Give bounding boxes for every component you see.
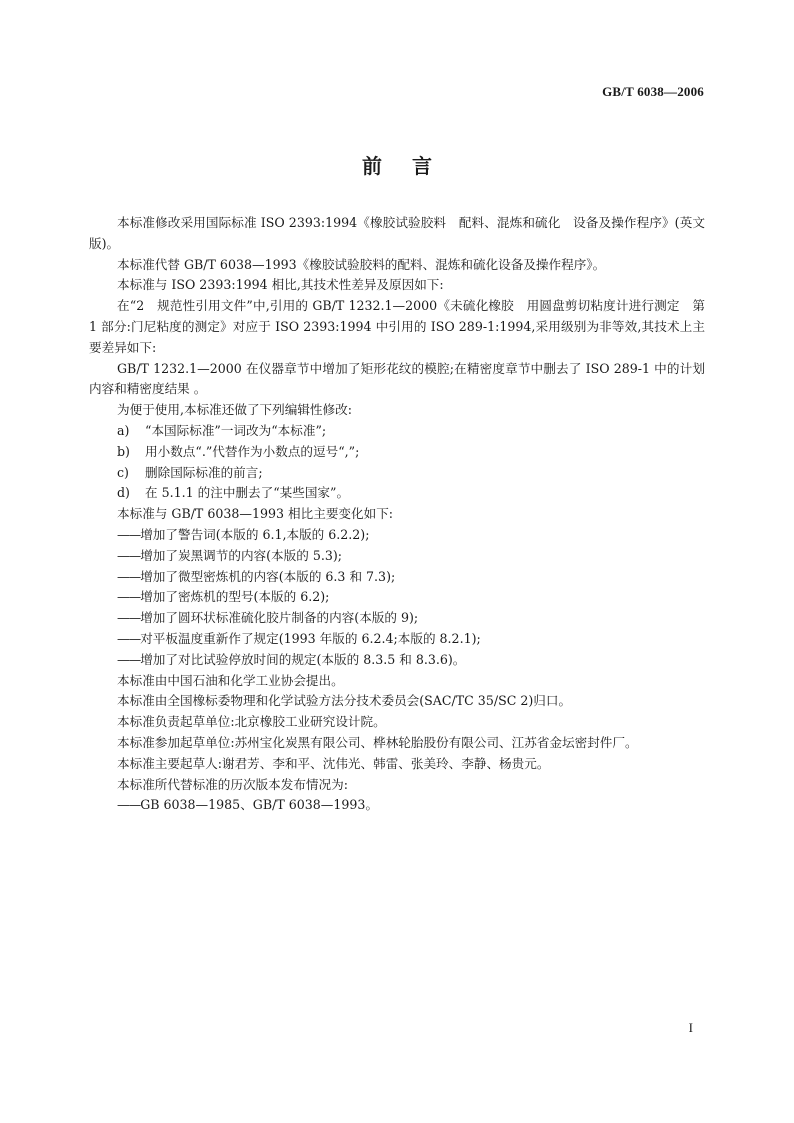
dash-marker: —— (117, 589, 141, 605)
dash-marker: —— (117, 547, 141, 563)
dash-marker: —— (117, 651, 141, 667)
list-item (89, 483, 705, 504)
page-number: I (688, 1020, 693, 1035)
foreword-body (89, 213, 705, 816)
list-item-label: a) (117, 422, 130, 438)
dash-marker: —— (117, 630, 141, 646)
paragraph-normative-references: 在“2 规范性引用文件”中,引用的 GB/T 1232.1—2000《未硫化橡胶 用圆盘剪切粘度计进行测定 第 1 部分:门尼粘度的测定》对应于 ISO 2393:1994 中引用的 ISO 289-1:1994,采用级别为非等效,其技术上主要差异如下: (89, 298, 705, 355)
change-item (89, 546, 705, 567)
change-item-text: 对平板温度重新作了规定(1993 年版的 6.2.4;本版的 8.2.1); (140, 630, 481, 646)
list-item-text: 用小数点“.”代替作为小数点的逗号“,”; (145, 443, 360, 459)
list-item (89, 463, 705, 484)
list-item-label: b) (117, 443, 130, 459)
history-item (89, 795, 705, 816)
paragraph-replacement: 本标准代替 GB/T 6038—1993《橡胶试验胶料的配料、混炼和硫化设备及操作程序》。 (117, 256, 606, 272)
change-item-text: 增加了密炼机的型号(本版的 6.2); (140, 589, 330, 605)
paragraph-drafting-unit: 本标准负责起草单位:北京橡胶工业研究设计院。 (117, 714, 386, 730)
page-title: 前言 (362, 154, 462, 178)
paragraph-history-intro: 本标准所代替标准的历次版本发布情况为: (117, 776, 348, 792)
paragraph-differences-intro: 本标准与 ISO 2393:1994 相比,其技术性差异及原因如下: (117, 277, 444, 293)
change-item (89, 629, 705, 650)
dash-marker: —— (117, 526, 141, 542)
paragraph-participating-units: 本标准参加起草单位:苏州宝化炭黑有限公司、桦林轮胎股份有限公司、江苏省金坛密封件厂。 (117, 734, 638, 750)
change-item-text: 增加了炭黑调节的内容(本版的 5.3); (140, 547, 343, 563)
change-item (89, 650, 705, 671)
history-item-text: GB 6038—1985、GB/T 6038—1993。 (140, 797, 379, 813)
standard-code: GB/T 6038—2006 (602, 84, 704, 99)
list-item (89, 442, 705, 463)
paragraph-adoption: 本标准修改采用国际标准 ISO 2393:1994《橡胶试验胶料 配料、混炼和硫化 设备及操作程序》(英文版)。 (89, 215, 705, 251)
dash-marker: —— (117, 797, 141, 813)
change-item-text: 增加了微型密炼机的内容(本版的 6.3 和 7.3); (140, 568, 396, 584)
change-item (89, 567, 705, 588)
list-item-label: c) (117, 464, 129, 480)
change-item-text: 增加了警告词(本版的 6.1,本版的 6.2.2); (140, 526, 370, 542)
change-item-text: 增加了圆环状标准硫化胶片制备的内容(本版的 9); (140, 610, 419, 626)
change-item (89, 608, 705, 629)
change-item (89, 525, 705, 546)
list-item-text: “本国际标准”一词改为“本标准”; (145, 422, 327, 438)
paragraph-changes-intro: 本标准与 GB/T 6038—1993 相比主要变化如下: (117, 506, 394, 522)
list-item-label: d) (117, 485, 130, 501)
dash-marker: —— (117, 568, 141, 584)
list-item (89, 421, 705, 442)
paragraph-drafters: 本标准主要起草人:谢君芳、李和平、沈伟光、韩雷、张美玲、李静、杨贵元。 (117, 755, 550, 771)
paragraph-gbt1232-differences: GB/T 1232.1—2000 在仪器章节中增加了矩形花纹的模腔;在精密度章节中删去了 ISO 289-1 中的计划内容和精密度结果 。 (89, 360, 705, 397)
change-item-text: 增加了对比试验停放时间的规定(本版的 8.3.5 和 8.3.6)。 (140, 651, 466, 667)
dash-marker: —— (117, 610, 141, 626)
list-item-text: 在 5.1.1 的注中删去了“某些国家”。 (145, 485, 350, 501)
paragraph-centralized-by: 本标准由全国橡标委物理和化学试验方法分技术委员会(SAC/TC 35/SC 2)归口。 (117, 693, 572, 709)
paragraph-proposed-by: 本标准由中国石油和化学工业协会提出。 (117, 672, 344, 688)
paragraph-editorial-intro: 为便于使用,本标准还做了下列编辑性修改: (117, 402, 352, 418)
list-item-text: 删除国际标准的前言; (145, 464, 263, 480)
change-item (89, 587, 705, 608)
